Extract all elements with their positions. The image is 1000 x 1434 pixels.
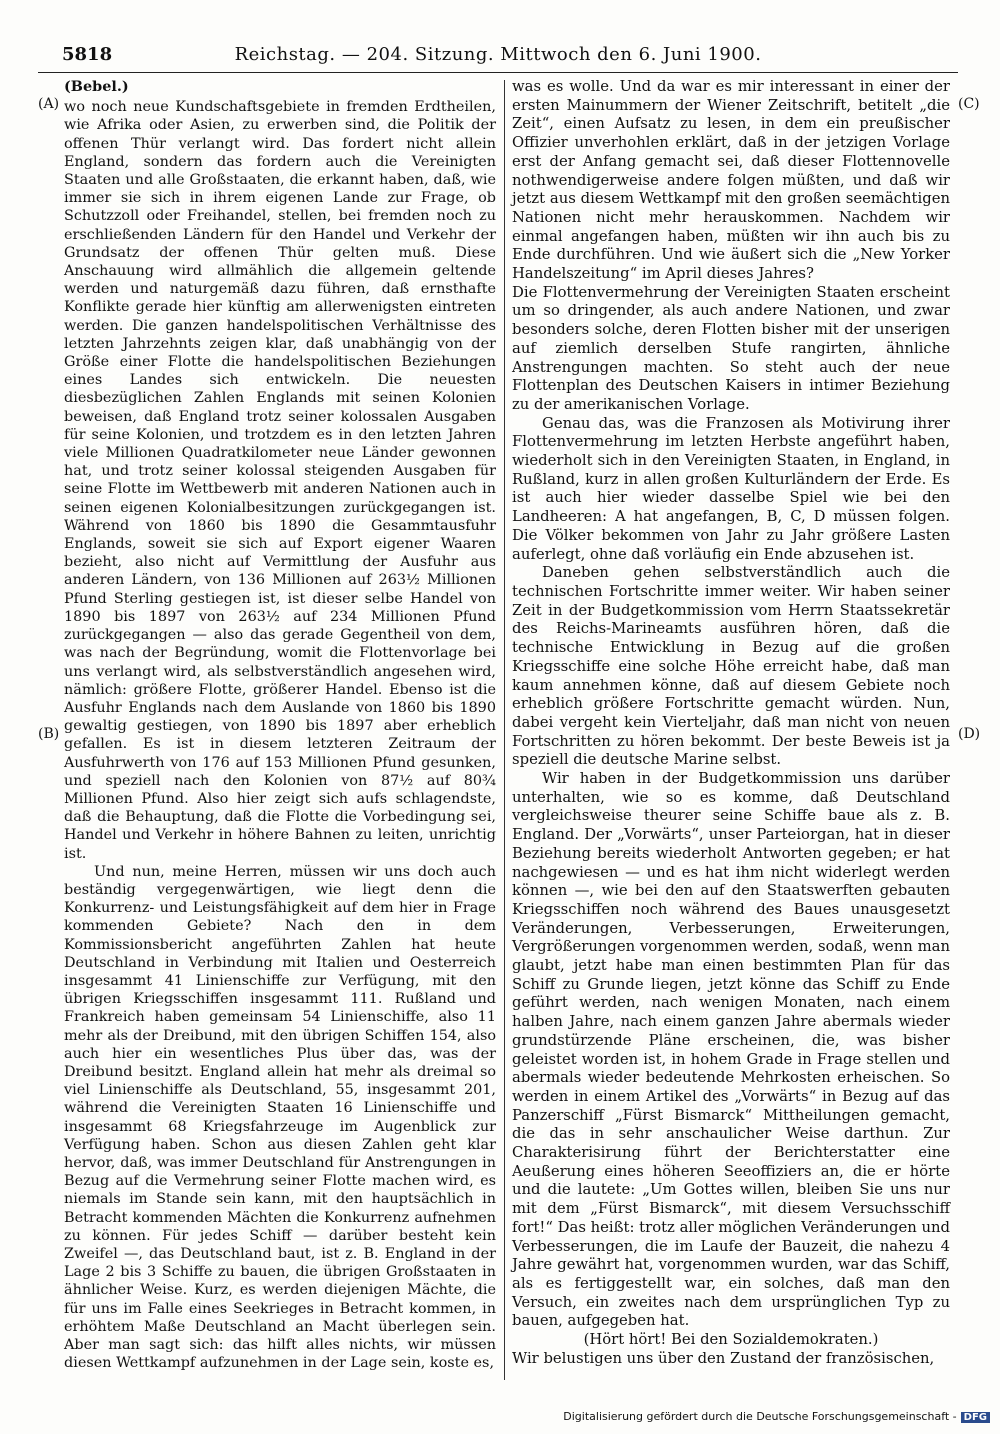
margin-marker-c: (C) (958, 96, 980, 112)
speaker-name: (Bebel.) (64, 78, 129, 95)
paragraph: Genau das, was die Franzosen als Motivirung ihrer Flottenvermehrung im letzten Herbste angeführt haben, wiederholt sich in den Vereinigten Staaten, in England, in Rußland, kurz in allen großen Kulturländern der Erde. Es ist auch hier wieder dasselbe Spiel wie bei den Landheeren: A hat angefangen, B, C, D müssen folgen. Die Völker bekommen von Jahr zu Jahr größere Lasten auferlegt, ohne daß vorläufig ein Ende abzusehen ist. (512, 414, 950, 563)
interjection: (Hört hört! Bei den Sozialdemokraten.) (583, 1331, 879, 1349)
right-column (512, 78, 950, 1369)
margin-marker-a: (A) (38, 96, 60, 112)
page-number: 5818 (62, 44, 113, 65)
margin-marker-b: (B) (38, 726, 60, 742)
dfg-logo: DFG (961, 1412, 990, 1423)
left-column (64, 78, 496, 1372)
paragraph: was es wolle. Und da war es mir interessant in einer der ersten Mainummern der Wiener Zeitschrift, betitelt „die Zeit“, einen Aufsatz zu lesen, in dem ein preußischer Offizier unverhohlen erklärt, daß in der jetzigen Vorlage erst der Anfang gemacht sei, daß dieser Flottennovelle nothwendigerweise andere folgen müßten, und daß wir jetzt aus diesem Wettkampf mit den großen seemächtigen Nationen nicht mehr herauskommen. Nachdem wir einmal angefangen haben, müßten wir ihn auch bis zu Ende durchführen. Und wie äußert sich die „New Yorker Handelszeitung“ im April dieses Jahres? (512, 78, 950, 283)
footer-text: Digitalisierung gefördert durch die Deutsche Forschungsgemeinschaft - (563, 1410, 957, 1423)
page-title: Reichstag. — 204. Sitzung. Mittwoch den 6. Juni 1900. (234, 44, 762, 65)
paragraph: Wir belustigen uns über den Zustand der französischen, (512, 1349, 935, 1367)
paragraph: Und nun, meine Herren, müssen wir uns doch auch beständig vergegenwärtigen, wie liegt denn die Konkurrenz- und Leistungsfähigkeit auf dem hier in Frage kommenden Gebiete? Nach den in dem Kommissionsbericht angeführten Zahlen hat heute Deutschland in Verbindung mit Italien und Oesterreich insgesammt 41 Linienschiffe zur Verfügung, mit den übrigen Kriegsschiffen insgesammt 111. Rußland und Frankreich haben gemeinsam 54 Linienschiffe, also 11 mehr als der Dreibund, mit den übrigen Schiffen 154, also auch hier ein wesentliches Plus über das, was der Dreibund besitzt. England allein hat mehr als dreimal so viel Linienschiffe als Deutschland, 55, insgesammt 201, während die Vereinigten Staaten 16 Linienschiffe und insgesammt 68 Kriegsfahrzeuge im Augenblick zur Verfügung haben. Schon aus diesen Zahlen geht klar hervor, daß, was immer Deutschland für Anstrengungen in Bezug auf die Vermehrung seiner Flotte machen wird, es niemals im Stande sein kann, mit den hauptsächlich in Betracht kommenden Mächten die Konkurrenz aufnehmen zu können. Für jedes Schiff — darüber besteht kein Zweifel —, das Deutschland baut, ist z. B. England in der Lage 2 bis 3 Schiffe zu bauen, die übrigen Großstaaten in ähnlicher Weise. Kurz, es werden diejenigen Mächte, die für uns im Falle eines Seekrieges in Betracht kommen, in erhöhtem Maße Deutschland an Macht überlegen sein. Aber man sagt sich: das hilft alles nichts, wir müssen diesen Wettkampf aufzunehmen in der Lage sein, koste es, (64, 863, 496, 1372)
paragraph: Wir haben in der Budgetkommission uns darüber unterhalten, wie so es komme, daß Deutschland vergleichsweise theurer seine Schiffe baue als z. B. England. Der „Vorwärts“, unser Parteiorgan, hat in dieser Beziehung bereits wiederholt Antworten gegeben; er hat nachgewiesen — und es hat ihm nicht widerlegt werden können —, wie bei den auf den Staatswerften gebauten Kriegsschiffen noch während des Baues unausgesetzt Veränderungen, Verbesserungen, Erweiterungen, Vergrößerungen vorgenommen werden, sodaß, wenn man glaubt, jetzt habe man einen bestimmten Plan für das Schiff zu Grunde liegen, jetzt könne das Schiff zu Ende geführt werden, nach wenigen Monaten, nach einem halben Jahre, nach einem ganzen Jahre abermals wieder grundstürzende Pläne erscheinen, die, was bisher geleistet worden ist, in hohem Grade in Frage stellen und abermals wieder bedeutende Mehrkosten erheischen. So werden in einem Artikel des „Vorwärts“ in Bezug auf das Panzerschiff „Fürst Bismarck“ Mittheilungen gemacht, die das in sehr anschaulicher Weise darthun. Zur Charakterisirung führt der Berichterstatter eine Aeußerung eines höheren Seeoffiziers an, die er hörte und die lautete: „Um Gottes willen, bleiben Sie uns nur mit dem „Fürst Bismarck“, mit diesem Versuchsschiff fort!“ Das heißt: trotz aller möglichen Veränderungen und Verbesserungen, die im Laufe der Bauzeit, die nahezu 4 Jahre gewährt hat, vorgenommen wurden, war das Schiff, als es fertiggestellt war, ein solches, daß man den Versuch, ein zweites nach dem ursprünglichen Typ zu bauen, aufgegeben hat. (512, 770, 950, 1330)
footer (563, 1410, 990, 1423)
block-quote: Die Flottenvermehrung der Vereinigten Staaten erscheint um so dringender, als auch andere Nationen, und zwar besonders solche, deren Flotten bisher mit der unserigen auf ziemlich derselben Stufe rangirten, ähnliche Anstrengungen machten. So steht auch der neue Flottenplan des Deutschen Kaisers in intimer Beziehung zu der amerikanischen Vorlage. (512, 283, 950, 413)
column-divider (504, 80, 505, 1380)
page-header (38, 44, 958, 73)
margin-marker-d: (D) (958, 726, 981, 742)
paragraph: Daneben gehen selbstverständlich auch die technischen Fortschritte immer weiter. Wir haben seiner Zeit in der Budgetkommission vom Herrn Staatssekretär des Reichs-Marineamts ausführen hören, daß die technische Entwicklung in Bezug auf die großen Kriegsschiffe eine solche Höhe erreicht habe, daß man kaum annehmen könne, daß auf diesem Gebiete noch erheblich größere Fortschritte gemacht würden. Nun, dabei vergeht kein Vierteljahr, daß man nicht von neuen Fortschritten zu hören bekommt. Der beste Beweis ist ja speziell die deutsche Marine selbst. (512, 564, 950, 769)
paragraph: wo noch neue Kundschaftsgebiete in fremden Erdtheilen, wie Afrika oder Asien, zu erwerben sind, die Politik der offenen Thür verlangt wird. Das fordert nicht allein England, sondern das fordern auch die Vereinigten Staaten und alle Großstaaten, die erkannt haben, daß, wie immer sie sich in ihrem eigenen Lande zur Frage, ob Schutzzoll oder Freihandel, stellen, bei fremden noch zu erschließenden Ländern für den Handel und Verkehr der Grundsatz der offenen Thür gelten muß. Diese Anschauung wird allmählich die allgemein geltende werden und naturgemäß dazu führen, daß ernsthafte Konflikte gerade hier künftig am allerwenigsten eintreten werden. Die ganzen handelspolitischen Verhältnisse des letzten Jahrzehnts zeigen klar, daß unabhängig von der Größe einer Flotte die handelspolitischen Beziehungen eines Landes sich entwickeln. Die neuesten diesbezüglichen Zahlen Englands mit seinen Kolonien beweisen, daß England trotz seiner kolossalen Ausgaben für seine Kolonien, und trotzdem es in den letzten Jahren viele Millionen Quadratkilometer neue Länder gewonnen hat, und trotz seiner kolossal steigenden Ausgaben für seine Flotte im Wettbewerb mit anderen Nationen auch in seinen eigenen Kolonialbesitzungen zurückgegangen ist. Während von 1860 bis 1890 die Gesammtausfuhr Englands, soweit sie sich auf Export eigener Waaren bezieht, also nicht auf Vermittlung der Ausfuhr aus anderen Ländern, von 136 Millionen auf 263½ Millionen Pfund Sterling gestiegen ist, ist dieser selbe Handel von 1890 bis 1897 von 263½ auf 234 Millionen Pfund zurückgegangen — also das gerade Gegentheil von dem, was nach der Begründung, womit die Flottenvorlage bei uns verlangt wird, als selbstverständlich angesehen wird, nämlich: größere Flotte, größerer Handel. Ebenso ist die Ausfuhr Englands nach dem Auslande von 1860 bis 1890 gewaltig gestiegen, von 1890 bis 1897 aber erheblich gefallen. Es ist in diesem letzteren Zeitraum der Ausfuhrwerth von 176 auf 153 Millionen Pfund gesunken, und speziell nach den Kolonien von 87½ auf 80¾ Millionen Pfund. Also hier zeigt sich aufs schlagendste, daß die Behauptung, daß die Flotte die Vorbedingung sei, Handel und Verkehr in höhere Bahnen zu leiten, unrichtig ist. (64, 99, 496, 862)
